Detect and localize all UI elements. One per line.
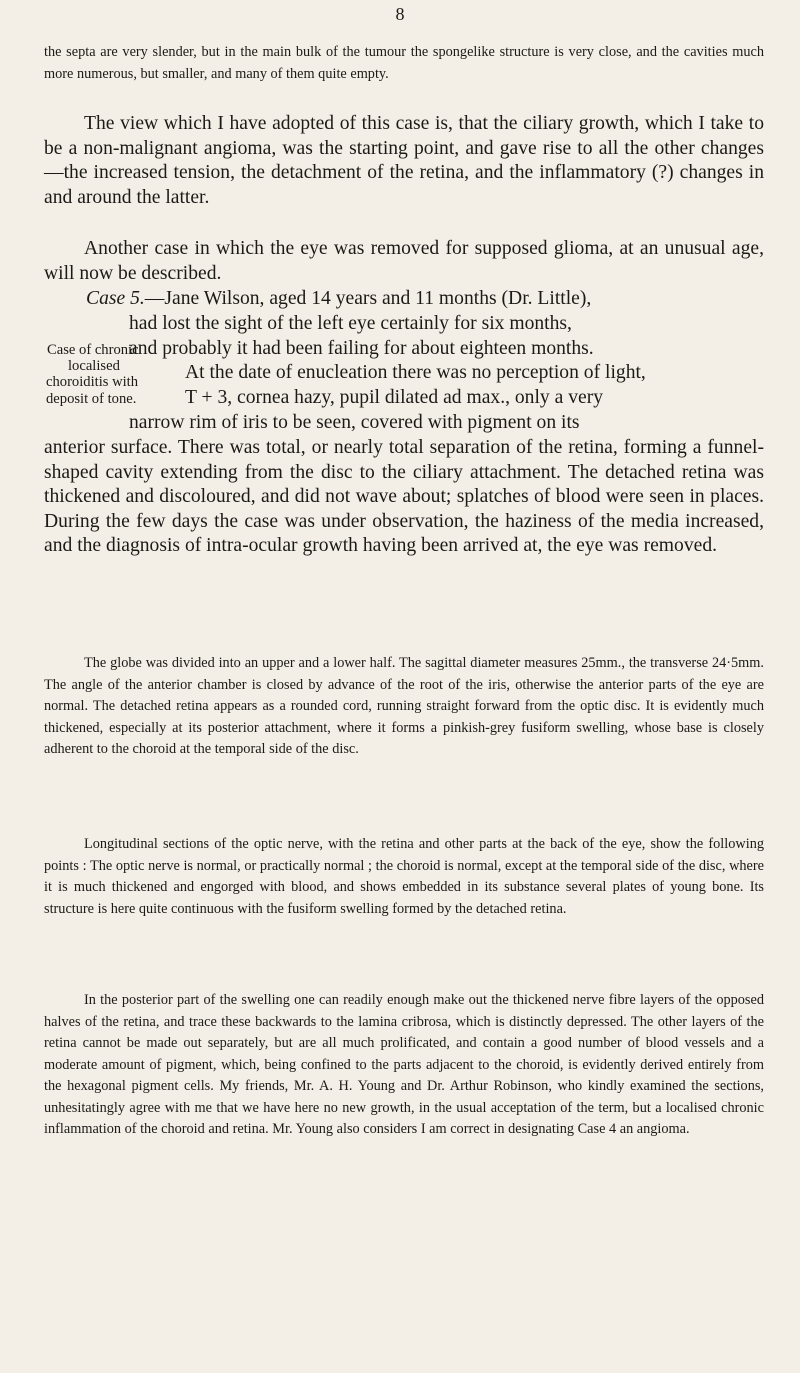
margin-note-3: choroiditis with xyxy=(46,374,139,390)
case5-line1-text: —Jane Wilson, aged 14 years and 11 months (Dr. Little), xyxy=(144,288,592,309)
margin-note-1: Case of chronic xyxy=(47,342,139,358)
case5-line-5: T + 3, cornea hazy, pupil dilated ad max., only a very xyxy=(185,387,604,408)
case5-line-1 xyxy=(86,287,766,312)
case5-line-6: narrow rim of iris to be seen, covered with pigment on its xyxy=(129,412,580,433)
case5-line-2: had lost the sight of the left eye certainly for six months, xyxy=(129,313,572,334)
top-paragraph: the septa are very slender, but in the main bulk of the tumour the spongelike structure is very close, and the cavities much more numerous, but smaller, and many of them quite empty. xyxy=(44,44,764,82)
another-case-paragraph: Another case in which the eye was removed for supposed glioma, at an unusual age, will now be described. xyxy=(44,238,764,284)
case5-line-4: At the date of enucleation there was no perception of light, xyxy=(185,362,646,383)
page-number: 8 xyxy=(395,4,405,24)
case5-continuation: anterior surface. There was total, or nearly total separation of the retina, forming a funnel-shaped cavity extending from the disc to the ciliary attachment. The detached retina was thickened and discoloured, and did not wave about; splatches of blood were seen in places. During the few days the case was under observation, the haziness of the media increased, and the diagnosis of intra-ocular growth having been arrived at, the eye was removed. xyxy=(44,437,764,557)
margin-note-2: localised xyxy=(68,358,120,374)
sections-paragraph: Longitudinal sections of the optic nerve, with the retina and other parts at the back of the eye, show the following points : The optic nerve is normal, or practically normal ; the choroid is normal, except at the temporal side of the disc, where it is much thickened and engorged with blood, and shows embedded in its substance several plates of young bone. Its structure is here quite continuous with the fusiform swelling formed by the detached retina. xyxy=(44,836,764,917)
case5-label: Case 5. xyxy=(86,288,145,309)
posterior-paragraph: In the posterior part of the swelling one can readily enough make out the thickened nerve fibre layers of the opposed halves of the retina, and trace these backwards to the lamina cribrosa, which is distinctly depressed. The other layers of the retina cannot be made out separately, but are all much prolificated, and contain a good number of blood vessels and a moderate amount of pigment, which, being confined to the parts adjacent to the choroid, is evidently derived entirely from the hexagonal pigment cells. My friends, Mr. A. H. Young and Dr. Arthur Robinson, who kindly examined the sections, unhesitatingly agree with me that we have here no new growth, in the usual acceptation of the term, but a localised chronic inflammation of the choroid and retina. Mr. Young also considers I am correct in designating Case 4 an angioma. xyxy=(44,992,764,1137)
margin-note-4: deposit of tone. xyxy=(46,391,137,407)
view-paragraph: The view which I have adopted of this case is, that the ciliary growth, which I take to be a non-malignant angioma, was the starting point, and gave rise to all the other changes—the increased tension, the detachment of the retina, and the inflammatory (?) changes in and around the latter. xyxy=(44,113,764,208)
case5-line-3: and probably it had been failing for about eighteen months. xyxy=(129,338,594,359)
globe-paragraph: The globe was divided into an upper and a lower half. The sagittal diameter measures 25mm., the transverse 24·5mm. The angle of the anterior chamber is closed by advance of the root of the iris, otherwise the anterior parts of the eye are normal. The detached retina appears as a rounded cord, running straight forward from the optic disc. It is evidently much thickened, especially at its posterior attachment, where it forms a pinkish-grey fusiform swelling, whose base is closely adherent to the choroid at the temporal side of the disc. xyxy=(44,655,764,757)
